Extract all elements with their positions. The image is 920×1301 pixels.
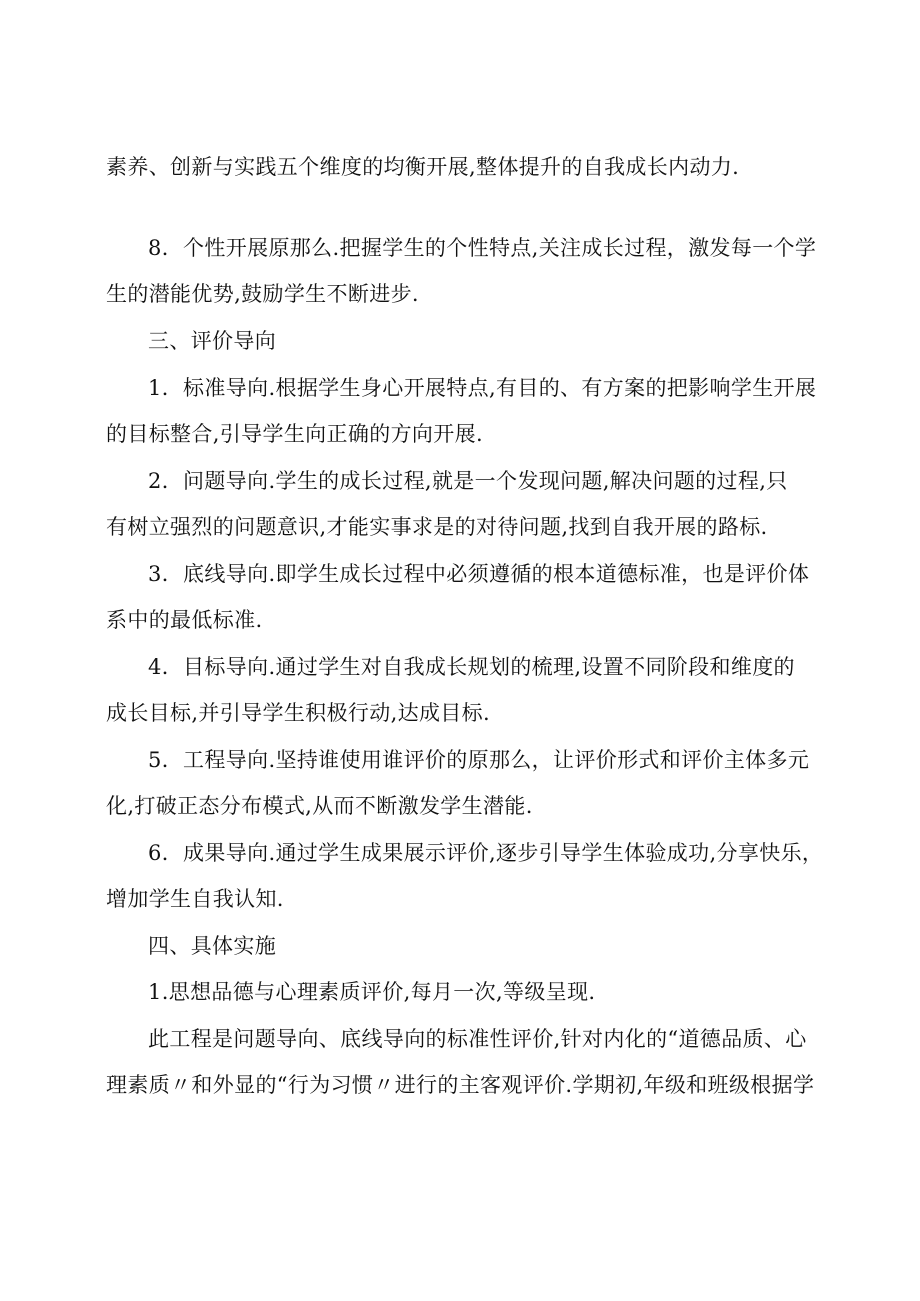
text-line-19: 此工程是问题导向、底线导向的标准性评价,针对内化的“道德品质、心: [148, 1027, 807, 1051]
text-line-11: 4．目标导向.通过学生对自我成长规划的梳理,设置不同阶段和维度的: [148, 655, 795, 679]
text-line-16: 增加学生自我认知.: [106, 887, 284, 911]
section-heading-3: 三、评价导向: [148, 329, 277, 353]
text-line-9: 3．底线导向.即学生成长过程中必须遵循的根本道德标准，也是评价体: [148, 562, 810, 586]
text-line-20: 理素质〃和外显的“行为习惯〃进行的主客观评价.学期初,年级和班级根据学: [106, 1073, 815, 1097]
text-line-6: 的目标整合,引导学生向正确的方向开展.: [106, 422, 483, 446]
text-line-1: 素养、创新与实践五个维度的均衡开展,整体提升的自我成长内动力.: [106, 155, 740, 179]
text-line-12: 成长目标,并引导学生积极行动,达成目标.: [106, 701, 491, 725]
text-line-13: 5．工程导向.坚持谁使用谁评价的原那么，让评价形式和评价主体多元: [148, 748, 810, 772]
text-line-3: 生的潜能优势,鼓励学生不断进步.: [106, 282, 419, 306]
text-line-10: 系中的最低标准.: [106, 608, 263, 632]
text-line-2: 8．个性开展原那么.把握学生的个性特点,关注成长过程，激发每一个学: [148, 236, 817, 260]
text-line-7: 2．问题导向.学生的成长过程,就是一个发现问题,解决问题的过程,只: [148, 469, 788, 493]
text-line-5: 1．标准导向.根据学生身心开展特点,有目的、有方案的把影响学生开展: [148, 376, 817, 400]
text-line-18: 1.思想品德与心理素质评价,每月一次,等级呈现.: [148, 980, 596, 1004]
section-heading-4: 四、具体实施: [148, 934, 277, 958]
text-line-14: 化,打破正态分布模式,从而不断激发学生潜能.: [106, 794, 533, 818]
text-line-15: 6．成果导向.通过学生成果展示评价,逐步引导学生体验成功,分享快乐，: [148, 841, 824, 865]
text-line-8: 有树立强烈的问题意识,才能实事求是的对待问题,找到自我开展的路标.: [106, 515, 768, 539]
